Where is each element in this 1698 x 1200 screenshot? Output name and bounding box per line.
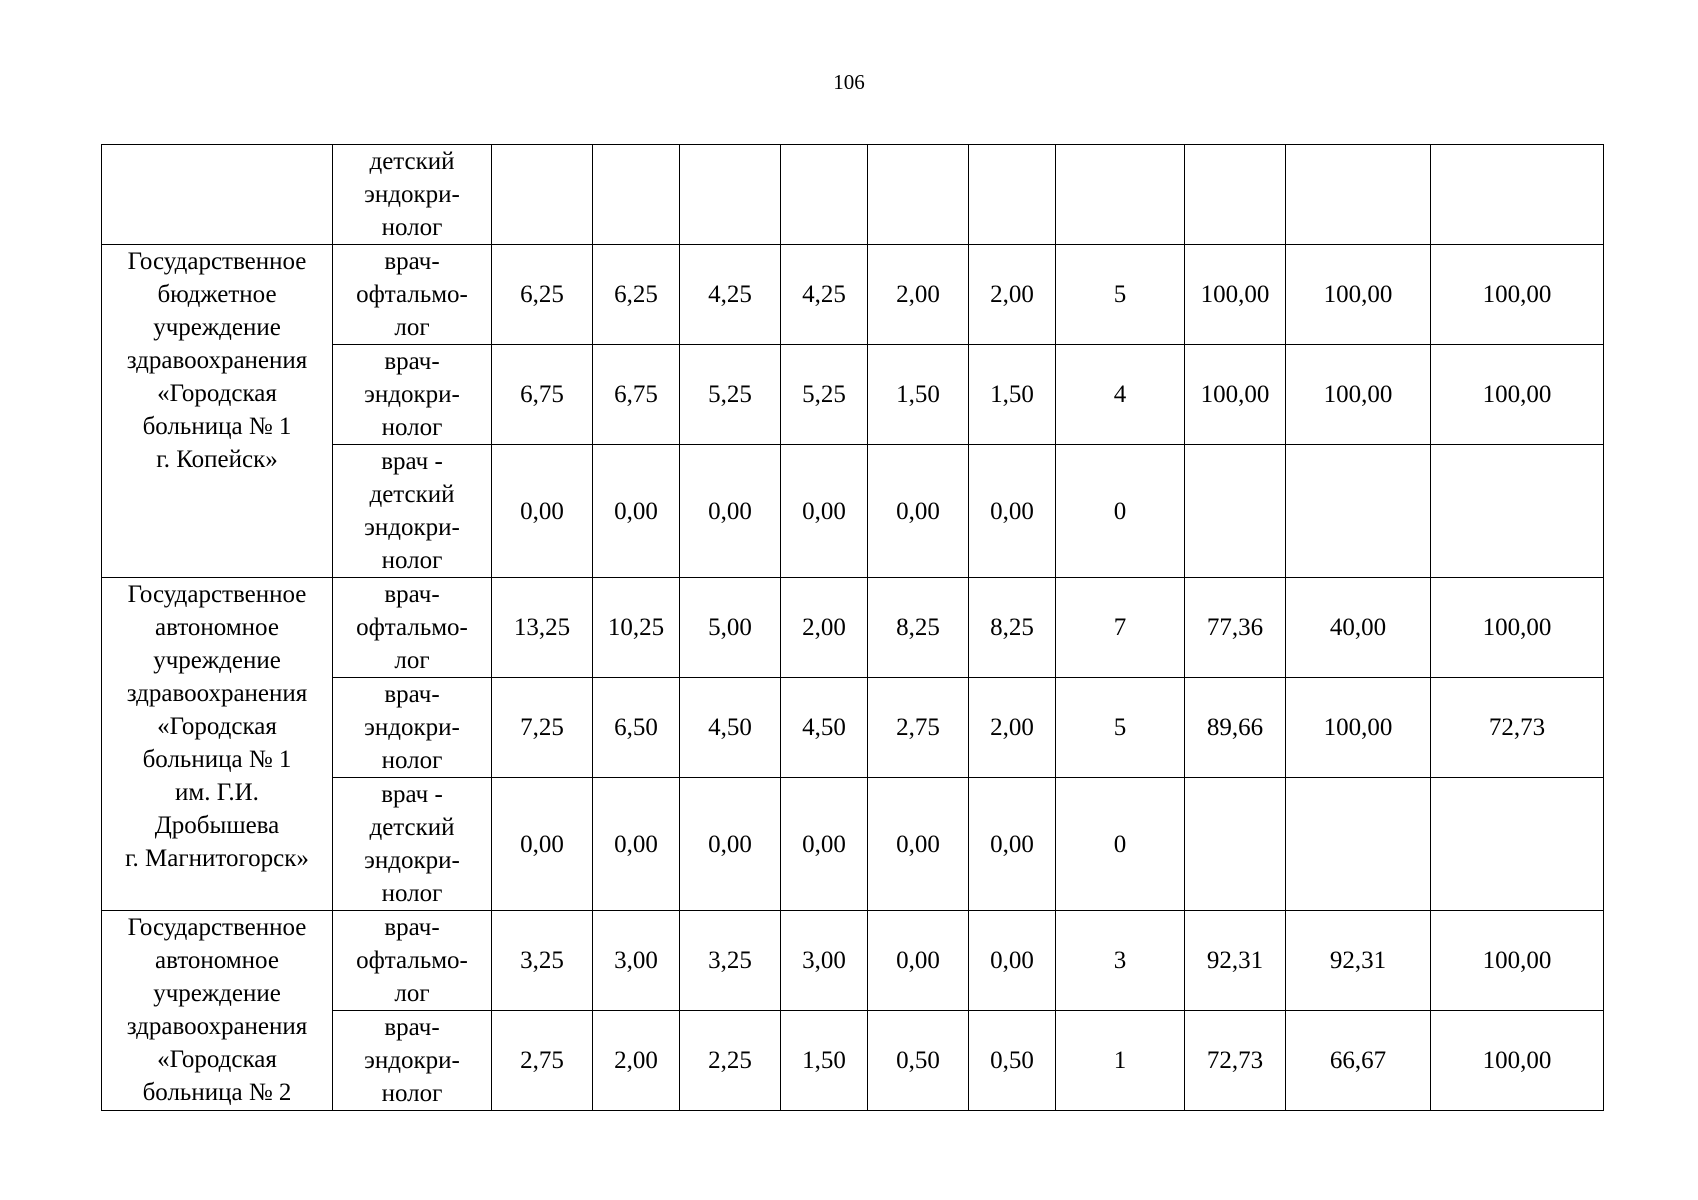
value-cell: 1,50 — [868, 345, 969, 445]
value-cell: 0,00 — [781, 778, 868, 911]
organization-cell: Государственное автономное учреждение здравоохранения «Городская больница № 2 — [102, 911, 333, 1111]
value-cell — [1185, 145, 1286, 245]
value-cell: 0,00 — [868, 445, 969, 578]
specialty-cell: врач- эндокри- нолог — [333, 345, 492, 445]
value-cell: 6,75 — [593, 345, 680, 445]
specialty-cell: врач- офтальмо- лог — [333, 578, 492, 678]
value-cell — [1431, 145, 1604, 245]
value-cell: 100,00 — [1431, 1011, 1604, 1111]
value-cell: 100,00 — [1185, 345, 1286, 445]
value-cell: 92,31 — [1185, 911, 1286, 1011]
specialty-cell: врач- офтальмо- лог — [333, 245, 492, 345]
value-cell: 2,00 — [969, 678, 1056, 778]
specialty-cell: врач - детский эндокри- нолог — [333, 778, 492, 911]
value-cell: 2,00 — [868, 245, 969, 345]
value-cell: 5,25 — [781, 345, 868, 445]
value-cell: 89,66 — [1185, 678, 1286, 778]
page-number: 106 — [833, 70, 865, 94]
value-cell: 100,00 — [1431, 578, 1604, 678]
specialty-cell: детский эндокри- нолог — [333, 145, 492, 245]
value-cell: 100,00 — [1431, 911, 1604, 1011]
value-cell: 0,00 — [680, 445, 781, 578]
value-cell — [781, 145, 868, 245]
value-cell: 2,00 — [593, 1011, 680, 1111]
value-cell — [492, 145, 593, 245]
value-cell: 40,00 — [1286, 578, 1431, 678]
value-cell: 3,00 — [593, 911, 680, 1011]
value-cell: 0,00 — [781, 445, 868, 578]
value-cell: 1 — [1056, 1011, 1185, 1111]
organization-cell — [102, 145, 333, 245]
value-cell: 0 — [1056, 778, 1185, 911]
value-cell: 6,25 — [593, 245, 680, 345]
value-cell: 0,00 — [969, 778, 1056, 911]
value-cell: 4,25 — [680, 245, 781, 345]
value-cell — [1286, 778, 1431, 911]
value-cell: 72,73 — [1185, 1011, 1286, 1111]
organization-cell: Государственное бюджетное учреждение здравоохранения «Городская больница № 1 г. Копейск» — [102, 245, 333, 578]
value-cell: 5,00 — [680, 578, 781, 678]
value-cell: 100,00 — [1286, 345, 1431, 445]
value-cell — [1056, 145, 1185, 245]
value-cell: 66,67 — [1286, 1011, 1431, 1111]
table-row — [102, 578, 1604, 678]
value-cell — [593, 145, 680, 245]
value-cell: 8,25 — [969, 578, 1056, 678]
value-cell: 77,36 — [1185, 578, 1286, 678]
value-cell: 92,31 — [1286, 911, 1431, 1011]
value-cell: 2,00 — [969, 245, 1056, 345]
value-cell: 100,00 — [1431, 345, 1604, 445]
value-cell: 0,50 — [868, 1011, 969, 1111]
value-cell: 6,50 — [593, 678, 680, 778]
value-cell: 3,25 — [680, 911, 781, 1011]
value-cell — [680, 145, 781, 245]
value-cell — [1286, 445, 1431, 578]
value-cell: 0,00 — [969, 445, 1056, 578]
value-cell: 3,00 — [781, 911, 868, 1011]
specialty-cell: врач- эндокри- нолог — [333, 678, 492, 778]
value-cell: 10,25 — [593, 578, 680, 678]
table-row — [102, 245, 1604, 345]
value-cell — [1431, 445, 1604, 578]
value-cell: 0,00 — [868, 911, 969, 1011]
table-row — [102, 145, 1604, 245]
value-cell: 2,75 — [492, 1011, 593, 1111]
value-cell: 1,50 — [969, 345, 1056, 445]
value-cell — [1431, 778, 1604, 911]
table-row — [102, 911, 1604, 1011]
value-cell: 7,25 — [492, 678, 593, 778]
value-cell: 1,50 — [781, 1011, 868, 1111]
value-cell: 0 — [1056, 445, 1185, 578]
value-cell: 7 — [1056, 578, 1185, 678]
value-cell: 100,00 — [1185, 245, 1286, 345]
value-cell: 2,75 — [868, 678, 969, 778]
value-cell — [1185, 445, 1286, 578]
value-cell: 3,25 — [492, 911, 593, 1011]
value-cell: 0,00 — [492, 445, 593, 578]
value-cell — [969, 145, 1056, 245]
value-cell: 100,00 — [1431, 245, 1604, 345]
value-cell: 0,00 — [593, 778, 680, 911]
specialty-cell: врач- эндокри- нолог — [333, 1011, 492, 1111]
value-cell: 4 — [1056, 345, 1185, 445]
value-cell — [868, 145, 969, 245]
value-cell: 4,50 — [680, 678, 781, 778]
value-cell: 2,25 — [680, 1011, 781, 1111]
value-cell: 5 — [1056, 678, 1185, 778]
value-cell: 0,50 — [969, 1011, 1056, 1111]
specialty-cell: врач- офтальмо- лог — [333, 911, 492, 1011]
value-cell: 0,00 — [868, 778, 969, 911]
value-cell: 100,00 — [1286, 245, 1431, 345]
value-cell: 4,25 — [781, 245, 868, 345]
value-cell: 100,00 — [1286, 678, 1431, 778]
value-cell: 6,75 — [492, 345, 593, 445]
value-cell: 0,00 — [593, 445, 680, 578]
value-cell: 8,25 — [868, 578, 969, 678]
value-cell: 5,25 — [680, 345, 781, 445]
value-cell — [1185, 778, 1286, 911]
value-cell: 3 — [1056, 911, 1185, 1011]
value-cell: 0,00 — [969, 911, 1056, 1011]
value-cell: 5 — [1056, 245, 1185, 345]
value-cell — [1286, 145, 1431, 245]
value-cell: 72,73 — [1431, 678, 1604, 778]
value-cell: 6,25 — [492, 245, 593, 345]
value-cell: 0,00 — [492, 778, 593, 911]
value-cell: 13,25 — [492, 578, 593, 678]
organization-cell: Государственное автономное учреждение здравоохранения «Городская больница № 1 им. Г.И. Дробышева г. Магнитогорск» — [102, 578, 333, 911]
value-cell: 4,50 — [781, 678, 868, 778]
specialty-cell: врач - детский эндокри- нолог — [333, 445, 492, 578]
value-cell: 0,00 — [680, 778, 781, 911]
staffing-table — [101, 144, 1604, 1111]
value-cell: 2,00 — [781, 578, 868, 678]
